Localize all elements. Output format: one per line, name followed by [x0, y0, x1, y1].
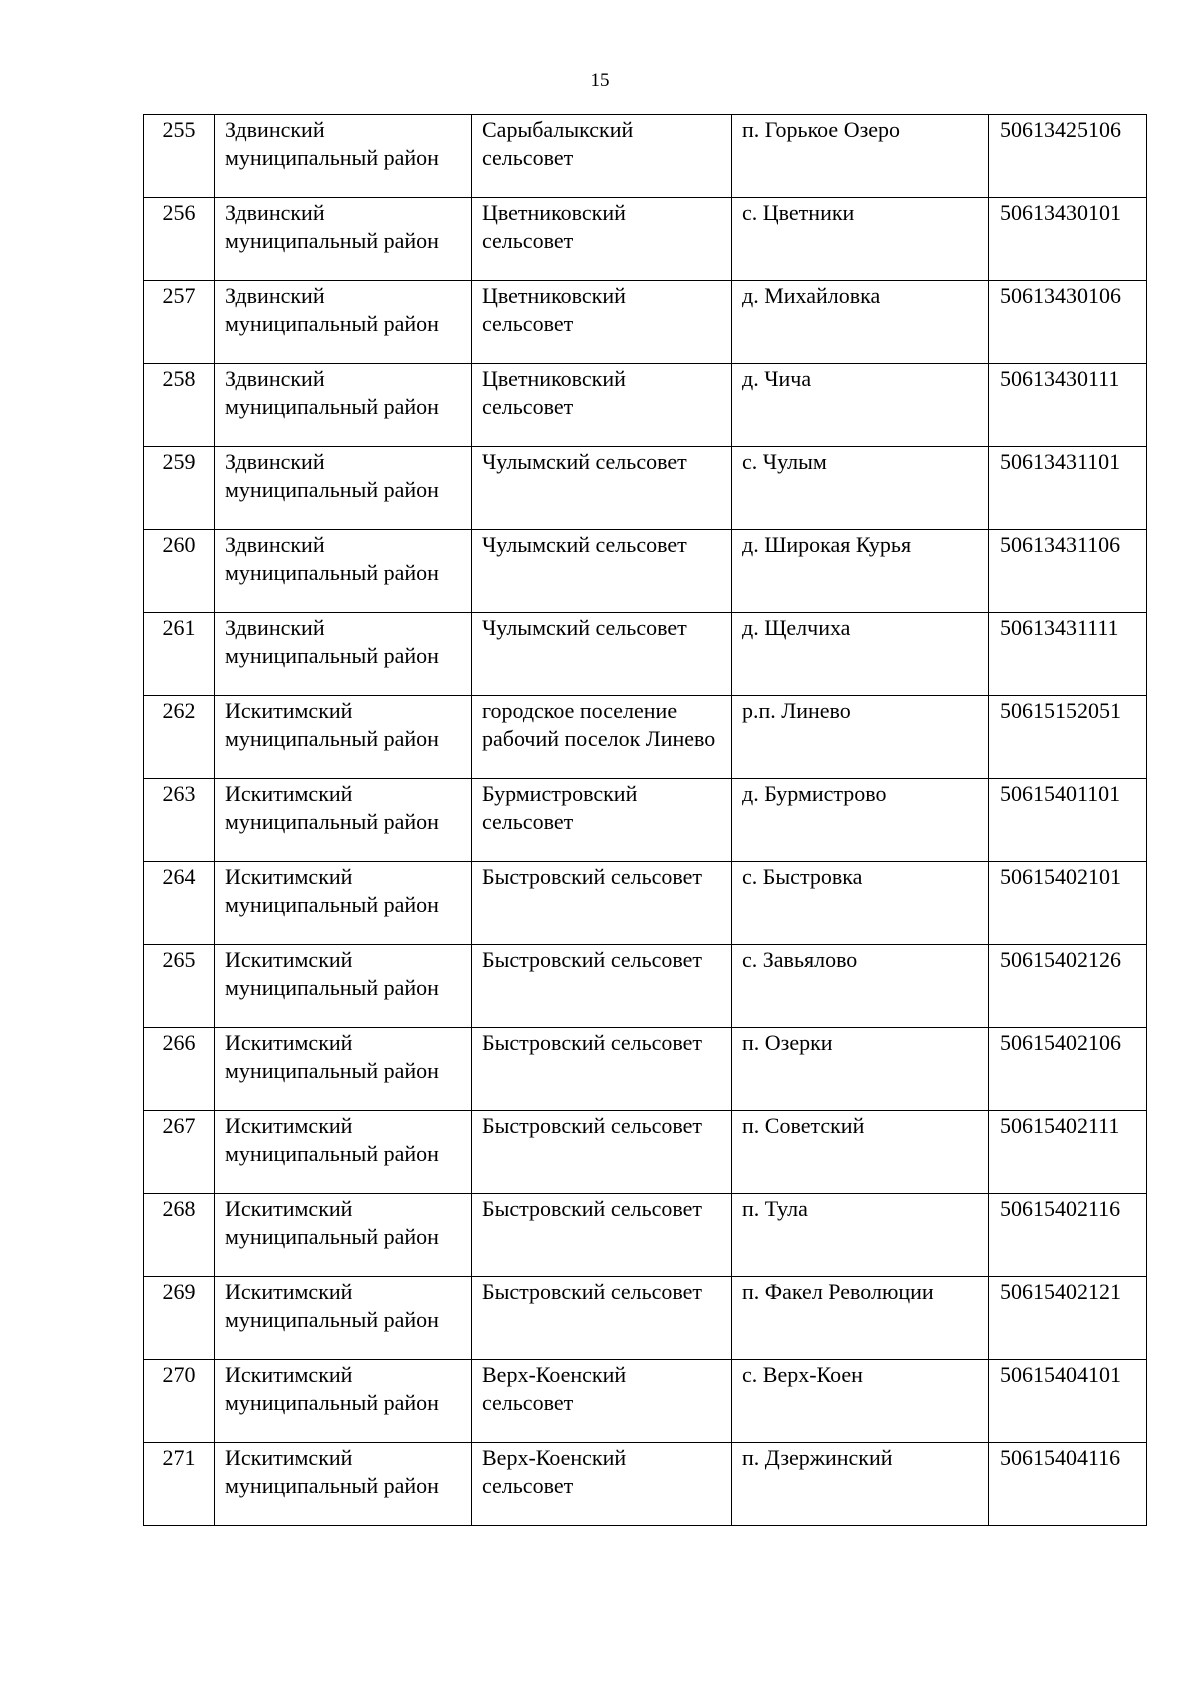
locality-cell: п. Факел Революции: [732, 1277, 989, 1360]
settlement-cell: Быстровский сельсовет: [472, 1111, 732, 1194]
oktmo-code-cell: 50615402101: [989, 862, 1147, 945]
locality-cell: с. Верх-Коен: [732, 1360, 989, 1443]
oktmo-code-cell: 50613430106: [989, 281, 1147, 364]
locality-cell: п. Тула: [732, 1194, 989, 1277]
row-number-cell: 270: [144, 1360, 215, 1443]
row-number-cell: 262: [144, 696, 215, 779]
oktmo-code-cell: 50615402106: [989, 1028, 1147, 1111]
table-row: [144, 1194, 1147, 1277]
table-row: [144, 115, 1147, 198]
table-row: [144, 1443, 1147, 1526]
district-cell: Здвинский муниципальный район: [215, 364, 472, 447]
oktmo-code-cell: 50613430111: [989, 364, 1147, 447]
row-number-cell: 265: [144, 945, 215, 1028]
oktmo-code-cell: 50613431106: [989, 530, 1147, 613]
table-row: [144, 862, 1147, 945]
locality-cell: с. Завьялово: [732, 945, 989, 1028]
table-body: [144, 115, 1147, 1526]
table-row: [144, 1360, 1147, 1443]
district-cell: Искитимский муниципальный район: [215, 862, 472, 945]
locality-cell: д. Михайловка: [732, 281, 989, 364]
district-cell: Здвинский муниципальный район: [215, 530, 472, 613]
locality-cell: с. Цветники: [732, 198, 989, 281]
settlement-cell: Быстровский сельсовет: [472, 945, 732, 1028]
settlement-cell: Быстровский сельсовет: [472, 1277, 732, 1360]
oktmo-code-cell: 50613430101: [989, 198, 1147, 281]
table-row: [144, 613, 1147, 696]
locality-cell: д. Бурмистрово: [732, 779, 989, 862]
district-cell: Искитимский муниципальный район: [215, 945, 472, 1028]
row-number-cell: 259: [144, 447, 215, 530]
row-number-cell: 261: [144, 613, 215, 696]
row-number-cell: 266: [144, 1028, 215, 1111]
table-row: [144, 696, 1147, 779]
page-number: 15: [590, 70, 610, 91]
locality-cell: с. Чулым: [732, 447, 989, 530]
settlement-cell: Чулымский сельсовет: [472, 530, 732, 613]
row-number-cell: 256: [144, 198, 215, 281]
district-cell: Здвинский муниципальный район: [215, 198, 472, 281]
district-cell: Здвинский муниципальный район: [215, 281, 472, 364]
settlement-cell: Бурмистровский сельсовет: [472, 779, 732, 862]
settlement-cell: Сарыбалыкский сельсовет: [472, 115, 732, 198]
table-row: [144, 1111, 1147, 1194]
oktmo-code-cell: 50615402116: [989, 1194, 1147, 1277]
locality-cell: р.п. Линево: [732, 696, 989, 779]
settlement-cell: Цветниковский сельсовет: [472, 198, 732, 281]
district-cell: Здвинский муниципальный район: [215, 447, 472, 530]
oktmo-code-cell: 50613431101: [989, 447, 1147, 530]
table-row: [144, 945, 1147, 1028]
row-number-cell: 263: [144, 779, 215, 862]
locality-cell: д. Чича: [732, 364, 989, 447]
district-cell: Искитимский муниципальный район: [215, 1443, 472, 1526]
table-row: [144, 281, 1147, 364]
district-cell: Искитимский муниципальный район: [215, 696, 472, 779]
row-number-cell: 258: [144, 364, 215, 447]
district-cell: Искитимский муниципальный район: [215, 1360, 472, 1443]
locality-cell: п. Горькое Озеро: [732, 115, 989, 198]
oktmo-code-cell: 50615152051: [989, 696, 1147, 779]
row-number-cell: 260: [144, 530, 215, 613]
row-number-cell: 255: [144, 115, 215, 198]
row-number-cell: 267: [144, 1111, 215, 1194]
locality-cell: п. Дзержинский: [732, 1443, 989, 1526]
table-row: [144, 1277, 1147, 1360]
locality-cell: д. Щелчиха: [732, 613, 989, 696]
settlement-cell: Чулымский сельсовет: [472, 613, 732, 696]
district-cell: Искитимский муниципальный район: [215, 1277, 472, 1360]
oktmo-code-cell: 50613425106: [989, 115, 1147, 198]
locality-cell: с. Быстровка: [732, 862, 989, 945]
oktmo-code-cell: 50615404116: [989, 1443, 1147, 1526]
locality-cell: п. Озерки: [732, 1028, 989, 1111]
oktmo-code-cell: 50615402111: [989, 1111, 1147, 1194]
locality-cell: п. Советский: [732, 1111, 989, 1194]
row-number-cell: 268: [144, 1194, 215, 1277]
table-row: [144, 364, 1147, 447]
oktmo-code-cell: 50615404101: [989, 1360, 1147, 1443]
settlement-cell: Цветниковский сельсовет: [472, 281, 732, 364]
settlement-cell: Чулымский сельсовет: [472, 447, 732, 530]
table-row: [144, 1028, 1147, 1111]
district-cell: Искитимский муниципальный район: [215, 1111, 472, 1194]
oktmo-code-cell: 50615401101: [989, 779, 1147, 862]
district-cell: Искитимский муниципальный район: [215, 1194, 472, 1277]
settlement-cell: Быстровский сельсовет: [472, 1194, 732, 1277]
oktmo-code-cell: 50615402126: [989, 945, 1147, 1028]
table-row: [144, 198, 1147, 281]
row-number-cell: 269: [144, 1277, 215, 1360]
table-row: [144, 779, 1147, 862]
settlements-table: [143, 114, 1147, 1526]
row-number-cell: 264: [144, 862, 215, 945]
district-cell: Искитимский муниципальный район: [215, 779, 472, 862]
district-cell: Здвинский муниципальный район: [215, 613, 472, 696]
settlement-cell: Верх-Коенский сельсовет: [472, 1443, 732, 1526]
oktmo-code-cell: 50615402121: [989, 1277, 1147, 1360]
oktmo-code-cell: 50613431111: [989, 613, 1147, 696]
settlement-cell: Быстровский сельсовет: [472, 1028, 732, 1111]
settlement-cell: Верх-Коенский сельсовет: [472, 1360, 732, 1443]
settlement-cell: Быстровский сельсовет: [472, 862, 732, 945]
settlement-cell: Цветниковский сельсовет: [472, 364, 732, 447]
table-row: [144, 447, 1147, 530]
row-number-cell: 271: [144, 1443, 215, 1526]
table-row: [144, 530, 1147, 613]
locality-cell: д. Широкая Курья: [732, 530, 989, 613]
district-cell: Здвинский муниципальный район: [215, 115, 472, 198]
settlement-cell: городское поселение рабочий поселок Линево: [472, 696, 732, 779]
district-cell: Искитимский муниципальный район: [215, 1028, 472, 1111]
row-number-cell: 257: [144, 281, 215, 364]
